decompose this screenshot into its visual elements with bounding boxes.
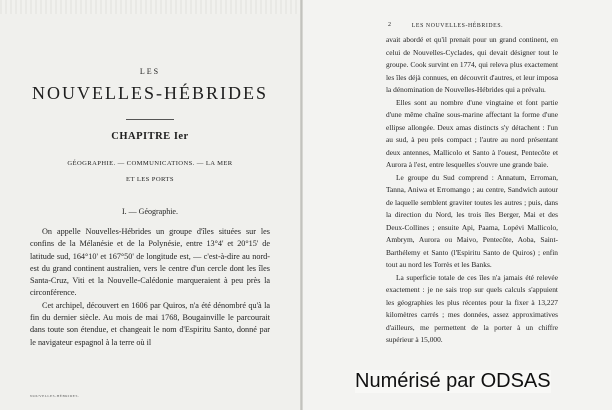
running-head-title: LES NOUVELLES-HÉBRIDES. [411, 23, 504, 29]
subtitle-line-2: ET LES PORTS [126, 176, 174, 183]
running-header [303, 22, 612, 32]
digitization-watermark: Numérisé par ODSAS [355, 370, 551, 392]
main-title: NOUVELLES-HÉBRIDES [32, 83, 268, 103]
left-paragraph-2: Cet archipel, découvert en 1606 par Quiros, n'a été dénombré qu'à la fin du dernier siècle. Au mois de mai 1768, Bougainville le parcourait dans toute son étendue, et changeait le nom d'Espiritu Santo, donné par le navigateur espagnol à la terre où il [30, 300, 270, 347]
left-paragraph-1: On appelle Nouvelles-Hébrides un groupe d'îles situées sur les confins de la Mélanésie et de la Polynésie, entre 13°4' et 20°15' de latitude sud, 164°10' et 167°50' de longitude est, — c'est-à-dire au nord-est du grand continent australien, vers le centre d'un cercle dont les îles Santa-Cruz, Viti et la Nouvelle-Calédonie marqueraient à peu près la circonférence. [30, 227, 270, 298]
subtitle-line-1: GÉOGRAPHIE. — COMMUNICATIONS. — LA MER [67, 160, 233, 167]
title-rule [126, 119, 174, 120]
right-paragraph-4: La superficie totale de ces îles n'a jamais été relevée exactement : je ne sais trop sur quels calculs s'appuient les géographies les plus récentes pour la fixer à 13,227 kilomètres carrés ; mes données, assez approximatives d'ailleurs, me permettent de la porter à un chiffre supérieur à 15,000. [386, 272, 558, 344]
scan-noise [0, 0, 300, 14]
left-body-text [30, 226, 270, 349]
chapter-subtitle [20, 156, 280, 188]
right-body-text [386, 34, 558, 347]
right-page [303, 0, 612, 410]
section-heading: I. — Géographie. [122, 207, 178, 216]
right-paragraph-2: Elles sont au nombre d'une vingtaine et font partie d'une même chaîne sous-marine affectant la forme d'une ellipse allongée. Deux amas distincts s'y détachent : l'un au sud, à peu près compact ; l'autre au nord présentant deux antennes, Mallicolo et Santo à l'ouest, Pentecôte et Aurora à l'est, entre lesquelles s'ouvre une grande baie. [386, 97, 558, 169]
chapter-heading: CHAPITRE Ier [111, 131, 189, 142]
page-number: 2 [388, 22, 391, 28]
signature-mark: NOUVELLES-HÉBRIDES. [30, 394, 80, 398]
right-paragraph-1: avait abordé et qu'il prenait pour un grand continent, en celui de Nouvelles-Cyclades, qui devait désigner tout le groupe. Cook survint en 1774, qui releva plus exactement les îles déjà connues, en découvrit d'autres, et leur imposa la dénomination de Nouvelles-Hébrides qui a prévalu. [386, 35, 558, 94]
right-paragraph-3: Le groupe du Sud comprend : Annatum, Erroman, Tanna, Aniwa et Erromango ; au centre, Sandwich autour de laquelle semblent graviter toutes les autres ; puis, dans la direction du Nord, les trois îles Berger, Mai et des Deux-Collines ; ensuite Api, Paama, Lopévi Mallicolo, Ambrym, Aurora ou Maivo, Pentecôte, Aoba, Saint-Barthélemy et Santo (l'Espiritu Santo de Quiros) ; enfin tout au nord les Torrès et les Banks. [386, 172, 558, 269]
title-prefix: LES [139, 67, 161, 76]
left-page [0, 0, 300, 410]
